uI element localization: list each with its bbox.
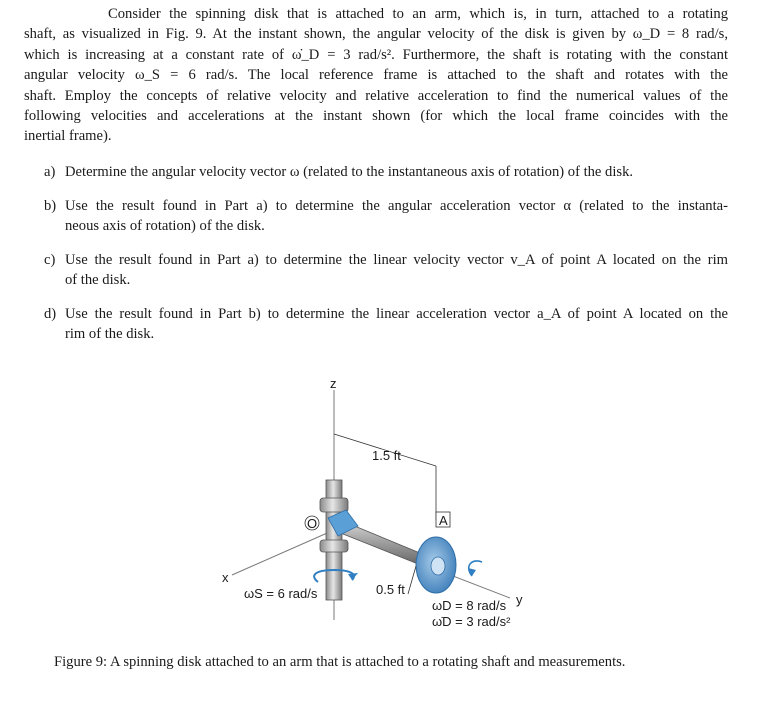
disk-arm-figure (210, 370, 570, 640)
figure-caption: Figure 9: A spinning disk attached to an arm that is attached to a rotating shaft and measurements. (54, 654, 626, 670)
question-d (44, 304, 728, 345)
question-line: of the disk. (65, 272, 131, 289)
x-axis-label: x (222, 570, 229, 585)
question-line: Use the result found in Part a) to determine the angular acceleration vector α (related to the instanta- (65, 198, 728, 214)
question-line: rim of the disk. (65, 326, 155, 343)
intro-line: which is increasing at a constant rate of ω̇_D = 3 rad/s². Furthermore, the shaft is rotating with the constant (24, 46, 728, 63)
question-a (44, 162, 728, 182)
intro-line: shaft. Employ the concepts of relative velocity and relative acceleration to find the numerical values of the (24, 87, 728, 104)
intro-paragraph (24, 4, 728, 147)
intro-line: inertial frame). (24, 128, 112, 145)
dim-disk-label: 0.5 ft (376, 582, 405, 597)
omega-s-label: ωS = 6 rad/s (244, 586, 318, 601)
question-line: Use the result found in Part a) to determine the linear velocity vector v_A of point A located on the rim (65, 252, 728, 268)
intro-line: angular velocity ω_S = 6 rad/s. The local reference frame is attached to the shaft and rotates with the (24, 67, 728, 84)
question-label: b) (44, 198, 57, 214)
z-axis-label: z (330, 376, 337, 391)
omega-d-label: ωD = 8 rad/s (432, 598, 507, 613)
dim-arm-label: 1.5 ft (372, 448, 401, 463)
question-line: neous axis of rotation) of the disk. (65, 218, 265, 235)
disk-hub (431, 557, 445, 575)
intro-line: Consider the spinning disk that is attached to an arm, which is, in turn, attached to a rotating (108, 6, 728, 22)
question-label: d) (44, 306, 57, 322)
point-o-label: O (307, 516, 318, 531)
question-c (44, 250, 728, 291)
shaft-collar-bottom (320, 540, 348, 552)
x-axis (232, 530, 334, 575)
omega-d-arrow (469, 561, 482, 576)
omega-d-dot-label: ω̇D = 3 rad/s² (432, 614, 511, 629)
point-a-label: A (439, 513, 448, 528)
question-line: Use the result found in Part b) to determine the linear acceleration vector a_A of point A located on the (65, 306, 728, 322)
intro-line: following velocities and accelerations at the instant shown (for which the local frame coincides with the (24, 108, 728, 125)
dim-disk-line (408, 566, 416, 594)
question-b (44, 196, 728, 237)
shaft-collar-top (320, 498, 348, 512)
intro-line: shaft, as visualized in Fig. 9. At the instant shown, the angular velocity of the disk is given by ω_D = 8 rad/s, (24, 26, 728, 43)
question-label: a) (44, 164, 56, 180)
question-label: c) (44, 252, 56, 268)
y-axis-label: y (516, 592, 523, 607)
question-line: Determine the angular velocity vector ω (related to the instantaneous axis of rotation) of the disk. (65, 164, 634, 180)
